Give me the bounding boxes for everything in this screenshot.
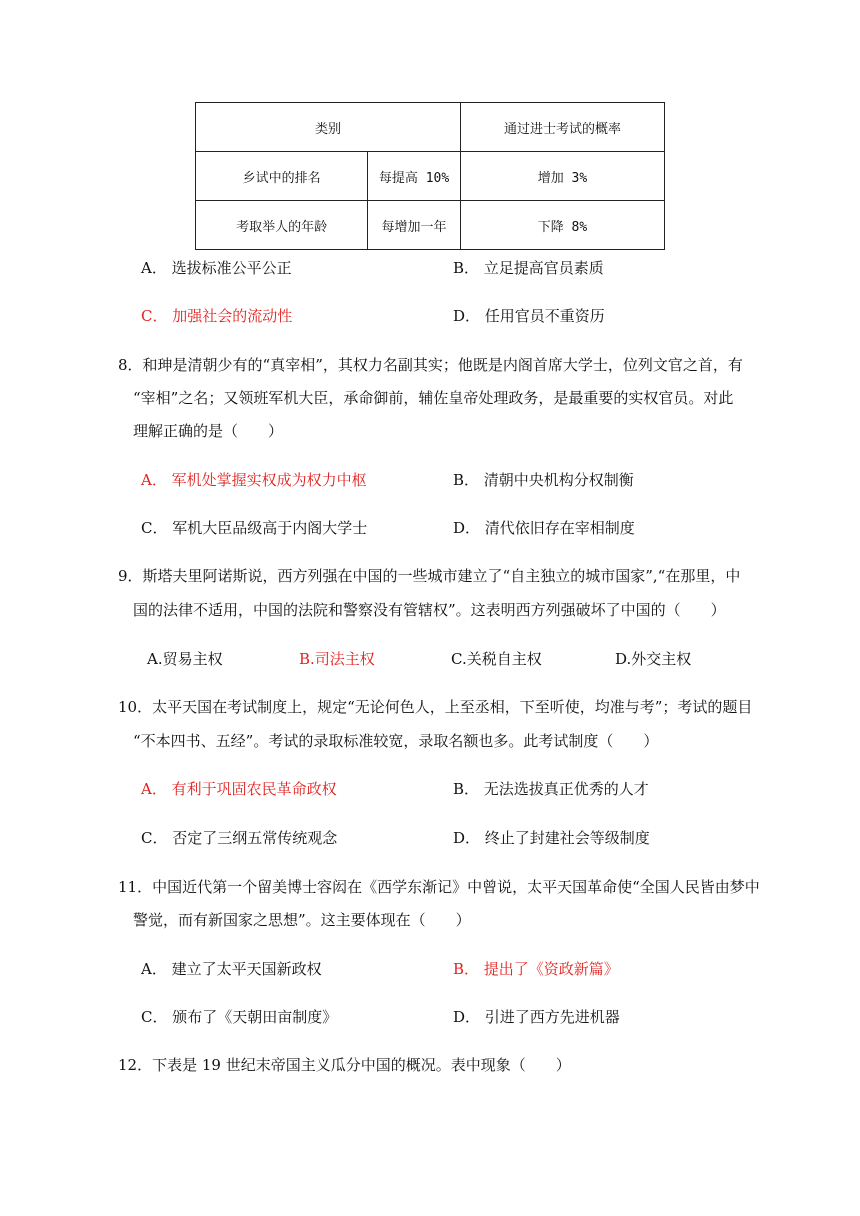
q8-stem-line-3: 理解正确的是（ ） <box>133 422 284 440</box>
q9-option-a: A.贸易主权 <box>147 650 223 668</box>
table-cell: 考取举人的年龄 <box>196 201 368 250</box>
table-row <box>196 201 665 250</box>
q8-option-b: B． 清朝中央机构分权制衡 <box>453 471 634 489</box>
exam-probability-table <box>195 102 665 250</box>
q9-option-c: C.关税自主权 <box>451 650 542 668</box>
q8-stem-line-2: “宰相”之名；又领班军机大臣，承命御前，辅佐皇帝处理政务，是最重要的实权官员。对此 <box>133 389 734 407</box>
q10-option-c: C． 否定了三纲五常传统观念 <box>141 829 338 847</box>
q12-stem-line-1: 12．下表是 19 世纪末帝国主义瓜分中国的概况。表中现象（ ） <box>118 1056 571 1074</box>
q8-option-d: D． 清代依旧存在宰相制度 <box>453 519 635 537</box>
table-header-category: 类别 <box>196 103 461 152</box>
q8-option-c: C． 军机大臣品级高于内阁大学士 <box>141 519 368 537</box>
q10-option-d: D． 终止了封建社会等级制度 <box>453 829 650 847</box>
q9-option-d: D.外交主权 <box>615 650 692 668</box>
q10-option-a-answer: A． 有利于巩固农民革命政权 <box>141 780 337 798</box>
table-cell: 每增加一年 <box>368 201 461 250</box>
q10-stem-line-1: 10．太平天国在考试制度上，规定“无论何色人，上至丞相，下至听使，均准与考”；考试的题目 <box>118 698 753 716</box>
q9-stem-line-1: 9．斯塔夫里阿诺斯说，西方列强在中国的一些城市建立了“自主独立的城市国家”,“在那里，中 <box>118 567 741 585</box>
q11-stem-line-1: 11．中国近代第一个留美博士容闳在《西学东渐记》中曾说，太平天国革命使“全国人民皆由梦中 <box>118 878 760 896</box>
q10-stem-line-2: “不本四书、五经”。考试的录取标准较宽，录取名额也多。此考试制度（ ） <box>133 732 659 750</box>
q7-option-c-answer: C． 加强社会的流动性 <box>141 307 293 325</box>
q9-option-b-answer: B.司法主权 <box>299 650 375 668</box>
q7-option-b: B． 立足提高官员素质 <box>453 259 604 277</box>
q7-option-d: D． 任用官员不重资历 <box>453 307 605 325</box>
q8-option-a-answer: A． 军机处掌握实权成为权力中枢 <box>141 471 367 489</box>
q7-option-a: A． 选拔标准公平公正 <box>141 259 292 277</box>
q9-stem-line-2: 国的法律不适用，中国的法院和警察没有管辖权”。这表明西方列强破坏了中国的（ ） <box>133 601 726 619</box>
table-cell: 增加 3% <box>460 152 664 201</box>
q8-stem-line-1: 8．和珅是清朝少有的“真宰相”，其权力名副其实；他既是内阁首席大学士，位列文官之首，有 <box>118 356 743 374</box>
q11-option-b-answer: B． 提出了《资政新篇》 <box>453 960 619 978</box>
table-cell: 乡试中的排名 <box>196 152 368 201</box>
table-cell: 每提高 10% <box>368 152 461 201</box>
table-row <box>196 152 665 201</box>
q11-option-a: A． 建立了太平天国新政权 <box>141 960 322 978</box>
q11-option-d: D． 引进了西方先进机器 <box>453 1008 620 1026</box>
q10-option-b: B． 无法选拔真正优秀的人才 <box>453 780 649 798</box>
q11-option-c: C． 颁布了《天朝田亩制度》 <box>141 1008 338 1026</box>
table-cell: 下降 8% <box>460 201 664 250</box>
q11-stem-line-2: 警觉，而有新国家之思想”。这主要体现在（ ） <box>133 911 471 929</box>
table-header-probability: 通过进士考试的概率 <box>460 103 664 152</box>
